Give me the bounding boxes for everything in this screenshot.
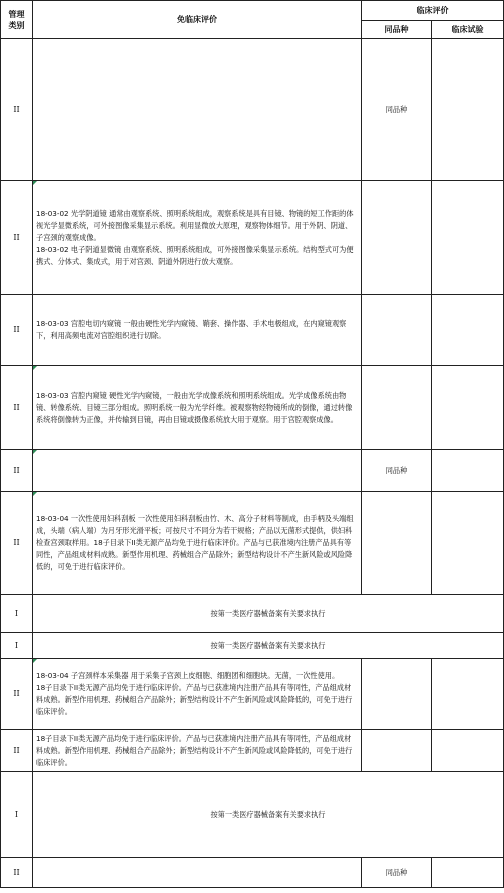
table-row [1,181,504,295]
class-cell: II [1,450,33,492]
description-text: 18-03-03 宫腔内窥镜 硬性光学内窥镜，一般由光学成像系统和照明系统组成。光学成像系统由物镜、转像系统、目镜三部分组成。照明系统一般为光学纤维。被观察物经物镜所成的倒像，通过转像系统将倒像转为正像，并传输到目镜，再由目镜或摄像系统放大用于观察。用于宫腔观察成像。 [36,390,353,424]
description-text: 18子目录下II类无源产品均免于进行临床评价。产品与已获准境内注册产品具有等同性，产品组成材料成熟。新型作用机理、药械组合产品除外；新型结构设计不产生新风险或风险降低的，可免于进行临床评价。 [36,683,353,716]
class-cell: II [1,295,33,366]
trial-header: 临床试验 [432,21,504,39]
same-product-cell: 同品种 [362,858,432,888]
description-text: 18子目录下II类无源产品均免于进行临床评价。产品与已获准境内注册产品具有等同性，产品组成材料成熟。新型作用机理、药械组合产品除外；新型结构设计不产生新风险或风险降低的，可免于进行临床评价。 [36,733,353,767]
filing-note-cell: 按第一类医疗器械备案有关要求执行 [33,772,504,858]
same-product-cell [362,730,432,772]
description-text: 18-03-04 子宫颈样本采集器 用于采集子宫颈上皮细胞、细胞团和细胞块。无菌，一次性使用。 [36,671,340,680]
table-row [1,633,504,659]
class-cell: II [1,39,33,181]
description-cell [33,730,362,772]
table-row [1,366,504,450]
description-text: 18-03-03 宫腔电切内窥镜 一般由硬性光学内窥镜、鞘套、操作器、手术电极组成，在内窥镜观察下，利用高频电流对宫腔组织进行切除。 [36,319,347,340]
trial-cell [432,659,504,730]
class-cell: II [1,858,33,888]
description-cell [33,366,362,450]
table-row [1,659,504,730]
trial-cell [432,181,504,295]
trial-cell [432,295,504,366]
table-row [1,595,504,633]
clinical-header: 临床评价 [362,1,504,21]
description-cell [33,295,362,366]
table-row [1,492,504,595]
description-cell [33,659,362,730]
exempt-header: 免临床评价 [33,1,362,39]
table-row [1,450,504,492]
trial-cell [432,492,504,595]
same-product-cell [362,492,432,595]
class-header: 管理 类别 [1,1,33,39]
description-cell [33,858,362,888]
table-row [1,858,504,888]
table-row [1,39,504,181]
class-cell: II [1,730,33,772]
same-product-cell: 同品种 [362,39,432,181]
same-product-cell [362,366,432,450]
trial-cell [432,39,504,181]
description-cell [33,181,362,295]
description-text: 18-03-02 光学阴道镜 通常由观察系统、照明系统组成，观察系统是具有目镜、物镜的短工作距的体视光学显微系统，可外接图像采集显示系统。利用显微放大原理，观察物体细节。用于外阴、阴道、子宫颈的观察成像。 [36,208,354,242]
header-row [1,1,504,21]
trial-cell [432,366,504,450]
class-cell: I [1,633,33,659]
trial-cell [432,450,504,492]
description-cell [33,492,362,595]
table-row [1,295,504,366]
filing-note-cell: 按第一类医疗器械备案有关要求执行 [33,595,504,633]
filing-note-cell: 按第一类医疗器械备案有关要求执行 [33,633,504,659]
table-row [1,772,504,858]
same-product-cell: 同品种 [362,450,432,492]
description-cell [33,39,362,181]
table-row [1,730,504,772]
description-text: 18-03-04 一次性使用妇科刮板 一次性使用妇科刮板由竹、木、高分子材料等制成，由手柄及头端组成，头端（病人端）为月牙形光滑平板；可按尺寸不同分为若干规格；产品以无菌形式提供，供妇科检查宫颈取样用。18子目录下II类无源产品均免于进行临床评价。产品与已获准境内注册产品具有等同性，产品组成材料成熟。新型作用机理、药械组合产品除外；新型结构设计不产生新风险或风险降低的，可免于进行临床评价。 [36,514,354,571]
class-cell: I [1,772,33,858]
same-product-cell [362,295,432,366]
same-product-header: 同品种 [362,21,432,39]
same-product-cell [362,659,432,730]
trial-cell [432,858,504,888]
class-cell: II [1,181,33,295]
trial-cell [432,730,504,772]
class-cell: II [1,659,33,730]
same-product-cell [362,181,432,295]
class-cell: I [1,595,33,633]
class-cell: II [1,492,33,595]
description-cell [33,450,362,492]
class-cell: II [1,366,33,450]
description-text: 18-03-02 电子阴道显微镜 由观察系统、照明系统组成，可外接图像采集显示系统。结构型式可为便携式、分体式、集成式，用于对宫颈、阴道外阴进行放大观察。 [36,244,354,266]
